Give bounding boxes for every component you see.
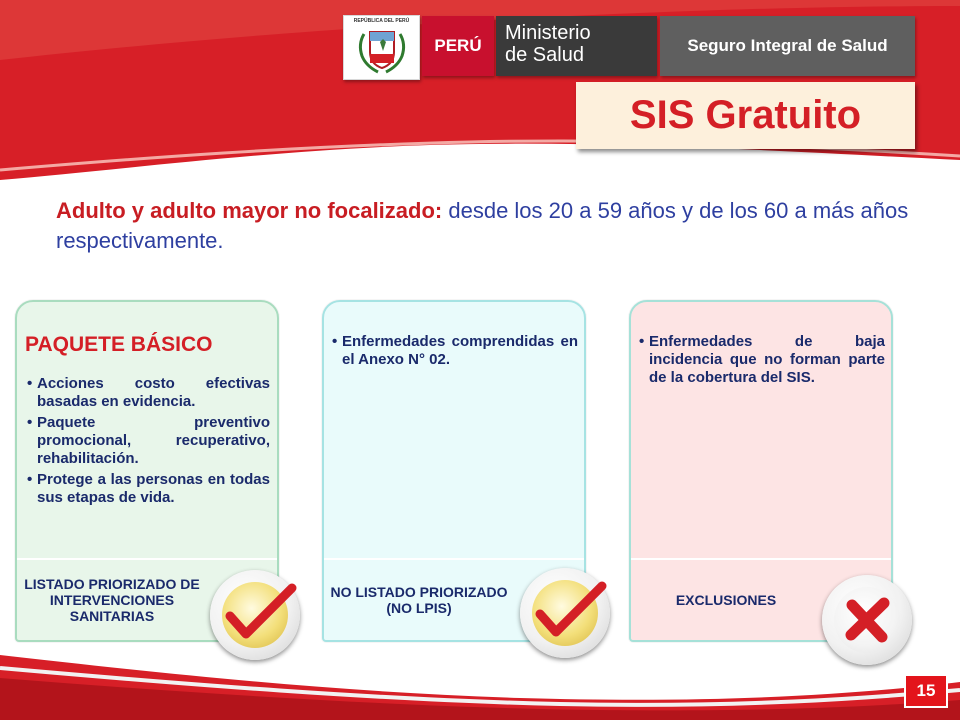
panel-1-bullet-list <box>27 375 270 510</box>
list-item: • Paquete preventivo promocional, recuperativo, rehabilitación. <box>27 414 270 468</box>
panel-3-cross-badge <box>822 575 912 665</box>
panel-2-bullet-list <box>332 333 578 372</box>
page-title: SIS Gratuito <box>576 82 915 149</box>
seguro-integral-de-salud-logo: Seguro Integral de Salud <box>660 16 915 76</box>
panel-1-heading: PAQUETE BÁSICO <box>25 333 213 356</box>
coat-of-arms-caption: REPÚBLICA DEL PERÚ <box>353 18 410 24</box>
panel-3-footer-label: EXCLUSIONES <box>675 592 777 608</box>
ministerio-line-1: Ministerio <box>505 22 591 44</box>
panel-2-check-badge <box>520 568 610 658</box>
panel-1-footer-label: LISTADO PRIORIZADO DE INTERVENCIONES SANITARIAS <box>24 576 200 624</box>
peru-logo: PERÚ <box>422 16 494 76</box>
intro-lead: Adulto y adulto mayor no focalizado: <box>56 198 443 223</box>
list-item: • Enfermedades de baja incidencia que no forman parte de la cobertura del SIS. <box>639 333 885 387</box>
panel-2-footer-label: NO LISTADO PRIORIZADO (NO LPIS) <box>330 584 508 616</box>
cross-icon <box>834 587 900 653</box>
panel-3-bullet-list <box>639 333 885 390</box>
intro-text: desde los 20 a 59 años y de los 60 a más años respectivamente. <box>56 198 909 253</box>
ministerio-line-2: de Salud <box>505 44 584 66</box>
peru-coat-of-arms-logo <box>343 15 420 80</box>
panel-1-check-badge <box>210 570 300 660</box>
intro-paragraph <box>56 196 916 256</box>
list-item: • Acciones costo efectivas basadas en evidencia. <box>27 375 270 411</box>
checkmark-icon <box>218 578 298 648</box>
shield-icon <box>354 26 410 76</box>
checkmark-icon <box>528 576 608 646</box>
list-item: • Protege a las personas en todas sus etapas de vida. <box>27 471 270 507</box>
page-number: 15 <box>904 674 948 708</box>
list-item: • Enfermedades comprendidas en el Anexo N° 02. <box>332 333 578 369</box>
ministerio-de-salud-logo <box>496 16 657 76</box>
